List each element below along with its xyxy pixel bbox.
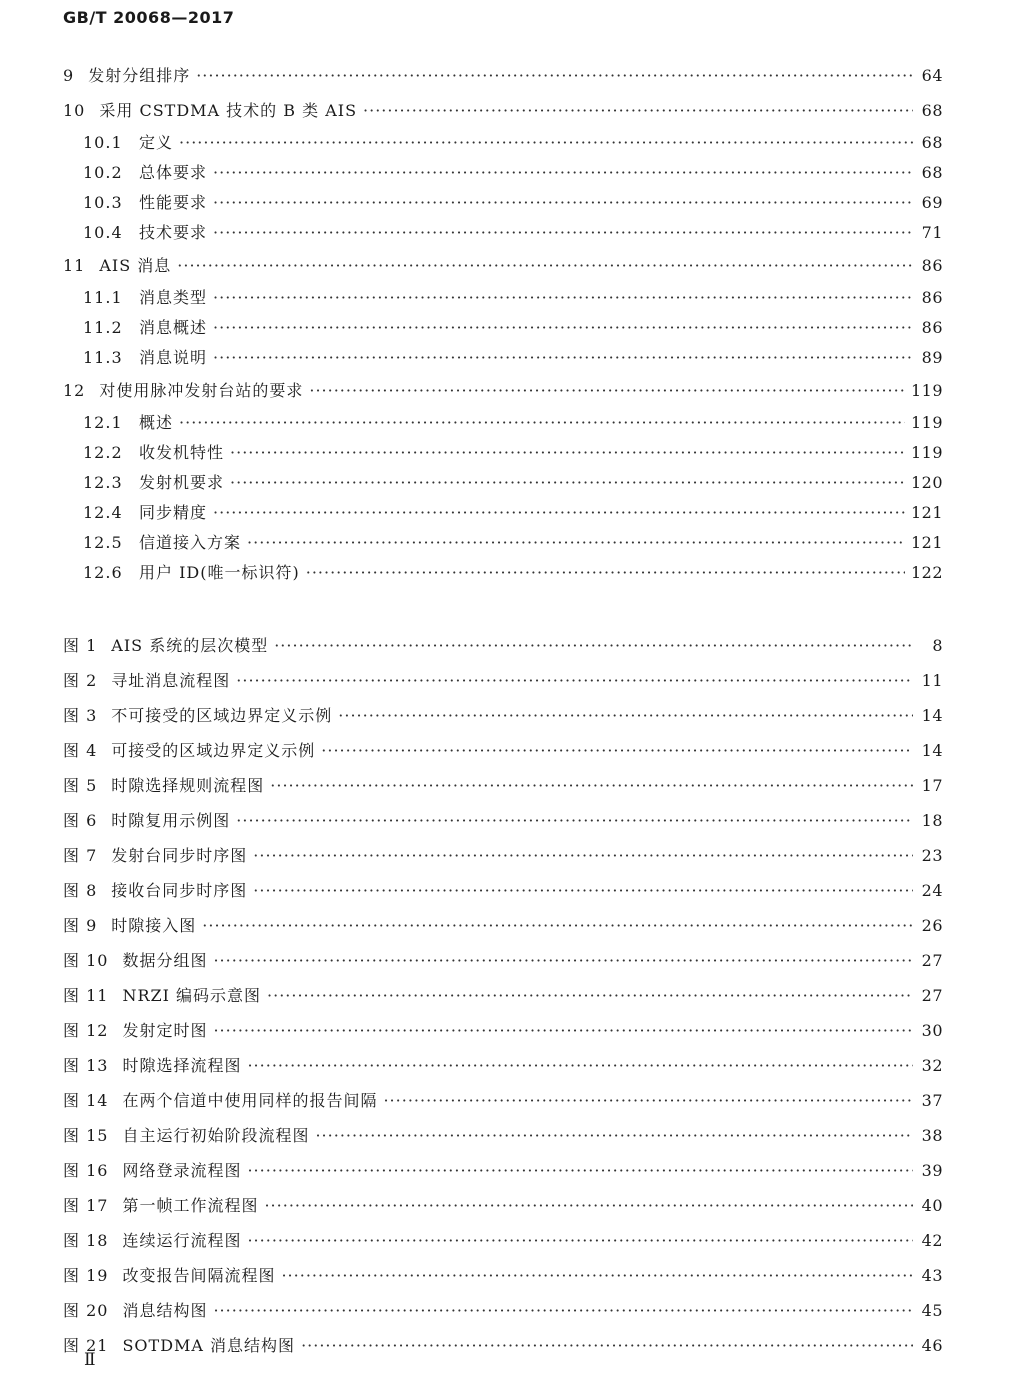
- dot-leader: [213, 188, 913, 218]
- dot-leader: [213, 943, 913, 978]
- entry-page: 68: [921, 133, 943, 152]
- entry-page: 37: [921, 1091, 943, 1110]
- entry-number: 图 7: [63, 846, 98, 865]
- dot-leader: [309, 373, 905, 408]
- entry-title: 时隙选择流程图: [122, 1056, 242, 1075]
- dot-leader: [281, 1258, 913, 1293]
- entry-number: 图 8: [63, 881, 98, 900]
- entry-title: 可接受的区域边界定义示例: [111, 741, 316, 760]
- entry-title: 发射定时图: [122, 1021, 208, 1040]
- entry-title: 数据分组图: [122, 951, 208, 970]
- entry-title: 性能要求: [139, 193, 208, 212]
- entry-title: 采用 CSTDMA 技术的 B 类 AIS: [99, 101, 358, 120]
- entry-title: 收发机特性: [139, 443, 225, 462]
- entry-title: 发射机要求: [139, 473, 225, 492]
- entry-title: 技术要求: [139, 223, 208, 242]
- entry-number: 12.3: [83, 473, 123, 492]
- dot-leader: [253, 873, 913, 908]
- entry-page: 39: [921, 1161, 943, 1180]
- entry-page: 89: [921, 348, 943, 367]
- toc-figure-entry[interactable]: [63, 1188, 943, 1223]
- dot-leader: [213, 498, 905, 528]
- toc-figure-entry[interactable]: [63, 663, 943, 698]
- entry-number: 12.1: [83, 413, 123, 432]
- toc-subsection-entry[interactable]: [63, 218, 943, 248]
- entry-title: 消息说明: [139, 348, 208, 367]
- entry-title: 自主运行初始阶段流程图: [122, 1126, 310, 1145]
- entry-number: 9: [63, 66, 75, 85]
- toc-figure-entry[interactable]: [63, 1153, 943, 1188]
- dot-leader: [274, 628, 913, 663]
- entry-title: 第一帧工作流程图: [122, 1196, 259, 1215]
- entry-title: 概述: [139, 413, 174, 432]
- toc-figure-entry[interactable]: [63, 1013, 943, 1048]
- toc-figure-entry[interactable]: [63, 733, 943, 768]
- entry-title: 不可接受的区域边界定义示例: [111, 706, 333, 725]
- toc-figure-entry[interactable]: [63, 1258, 943, 1293]
- entry-number: 图 17: [63, 1196, 109, 1215]
- dot-leader: [301, 1328, 913, 1363]
- toc-subsection-entry[interactable]: [63, 313, 943, 343]
- page-number: Ⅱ: [84, 1350, 96, 1370]
- dot-leader: [213, 218, 913, 248]
- entry-number: 12.5: [83, 533, 123, 552]
- standard-number: GB/T 20068—2017: [63, 8, 235, 27]
- entry-number: 10.2: [83, 163, 123, 182]
- entry-title: SOTDMA 消息结构图: [122, 1336, 296, 1355]
- entry-page: 26: [921, 916, 943, 935]
- toc-subsection-entry[interactable]: [63, 468, 943, 498]
- toc-subsection-entry[interactable]: [63, 343, 943, 373]
- entry-page: 27: [921, 951, 943, 970]
- section-gap: [63, 588, 943, 628]
- toc-figure-entry[interactable]: [63, 1048, 943, 1083]
- entry-page: 30: [921, 1021, 943, 1040]
- entry-page: 38: [921, 1126, 943, 1145]
- dot-leader: [363, 93, 913, 128]
- entry-number: 11.1: [83, 288, 123, 307]
- entry-page: 17: [921, 776, 943, 795]
- toc-subsection-entry[interactable]: [63, 498, 943, 528]
- toc-subsection-entry[interactable]: [63, 528, 943, 558]
- entry-title: 连续运行流程图: [122, 1231, 242, 1250]
- toc-figure-entry[interactable]: [63, 908, 943, 943]
- toc-figure-entry[interactable]: [63, 978, 943, 1013]
- entry-number: 图 3: [63, 706, 98, 725]
- entry-number: 图 1: [63, 636, 98, 655]
- toc-figure-entry[interactable]: [63, 768, 943, 803]
- entry-title: 消息类型: [139, 288, 208, 307]
- dot-leader: [213, 313, 913, 343]
- entry-page: 23: [921, 846, 943, 865]
- toc-section-entry[interactable]: [63, 58, 943, 93]
- toc-subsection-entry[interactable]: [63, 283, 943, 313]
- entry-number: 图 9: [63, 916, 98, 935]
- entry-title: 时隙选择规则流程图: [111, 776, 265, 795]
- entry-title: 总体要求: [139, 163, 208, 182]
- dot-leader: [230, 438, 905, 468]
- dot-leader: [270, 768, 913, 803]
- toc-figure-entry[interactable]: [63, 803, 943, 838]
- toc-subsection-entry[interactable]: [63, 408, 943, 438]
- entry-title: 消息结构图: [122, 1301, 208, 1320]
- toc-figure-entry[interactable]: [63, 1223, 943, 1258]
- entry-page: 8: [932, 636, 943, 655]
- entry-number: 图 12: [63, 1021, 109, 1040]
- dot-leader: [247, 1048, 913, 1083]
- toc-figure-entry[interactable]: [63, 1083, 943, 1118]
- entry-page: 45: [921, 1301, 943, 1320]
- entry-page: 68: [921, 101, 943, 120]
- entry-number: 图 2: [63, 671, 98, 690]
- entry-title: 接收台同步时序图: [111, 881, 248, 900]
- entry-page: 119: [910, 413, 943, 432]
- toc-figure-entry[interactable]: [63, 873, 943, 908]
- toc-section-entry[interactable]: [63, 373, 943, 408]
- entry-title: 时隙接入图: [111, 916, 197, 935]
- entry-number: 12: [63, 381, 86, 400]
- toc-figure-entry[interactable]: [63, 1328, 943, 1363]
- entry-number: 10: [63, 101, 86, 120]
- entry-title: 在两个信道中使用同样的报告间隔: [122, 1091, 378, 1110]
- toc-figure-entry[interactable]: [63, 1293, 943, 1328]
- toc-figure-entry[interactable]: [63, 943, 943, 978]
- toc-subsection-entry[interactable]: [63, 128, 943, 158]
- dot-leader: [247, 528, 905, 558]
- entry-title: NRZI 编码示意图: [122, 986, 262, 1005]
- dot-leader: [383, 1083, 913, 1118]
- entry-page: 86: [921, 256, 943, 275]
- entry-number: 10.4: [83, 223, 123, 242]
- entry-number: 图 13: [63, 1056, 109, 1075]
- entry-number: 图 6: [63, 811, 98, 830]
- toc-figure-entry[interactable]: [63, 628, 943, 663]
- entry-page: 120: [910, 473, 943, 492]
- entry-title: AIS 系统的层次模型: [111, 636, 269, 655]
- dot-leader: [236, 663, 913, 698]
- entry-title: 消息概述: [139, 318, 208, 337]
- dot-leader: [213, 343, 913, 373]
- entry-page: 69: [921, 193, 943, 212]
- entry-title: 改变报告间隔流程图: [122, 1266, 276, 1285]
- entry-page: 32: [921, 1056, 943, 1075]
- dot-leader: [202, 908, 913, 943]
- entry-number: 12.4: [83, 503, 123, 522]
- entry-number: 图 5: [63, 776, 98, 795]
- dot-leader: [177, 248, 913, 283]
- dot-leader: [213, 283, 913, 313]
- toc-figure-entry[interactable]: [63, 698, 943, 733]
- entry-page: 46: [921, 1336, 943, 1355]
- entry-page: 27: [921, 986, 943, 1005]
- entry-number: 11: [63, 256, 86, 275]
- toc-section-entry[interactable]: [63, 93, 943, 128]
- entry-number: 图 14: [63, 1091, 109, 1110]
- entry-page: 14: [921, 706, 943, 725]
- entry-title: 时隙复用示例图: [111, 811, 231, 830]
- toc-subsection-entry[interactable]: [63, 558, 943, 588]
- dot-leader: [213, 1013, 913, 1048]
- entry-page: 40: [921, 1196, 943, 1215]
- dot-leader: [338, 698, 913, 733]
- entry-title: 寻址消息流程图: [111, 671, 231, 690]
- entry-page: 71: [921, 223, 943, 242]
- entry-page: 86: [921, 288, 943, 307]
- entry-page: 119: [910, 381, 943, 400]
- entry-page: 121: [910, 503, 943, 522]
- entry-page: 11: [921, 671, 943, 690]
- entry-page: 24: [921, 881, 943, 900]
- entry-title: 定义: [139, 133, 174, 152]
- entry-page: 86: [921, 318, 943, 337]
- entry-page: 122: [910, 563, 943, 582]
- entry-number: 图 11: [63, 986, 109, 1005]
- entry-number: 10.3: [83, 193, 123, 212]
- entry-title: 网络登录流程图: [122, 1161, 242, 1180]
- dot-leader: [179, 408, 905, 438]
- entry-number: 图 4: [63, 741, 98, 760]
- entry-title: 同步精度: [139, 503, 208, 522]
- entry-number: 图 19: [63, 1266, 109, 1285]
- entry-page: 121: [910, 533, 943, 552]
- table-of-contents: [63, 58, 943, 1363]
- dot-leader: [213, 1293, 913, 1328]
- entry-number: 图 18: [63, 1231, 109, 1250]
- entry-title: AIS 消息: [99, 256, 172, 275]
- entry-page: 14: [921, 741, 943, 760]
- entry-number: 12.6: [83, 563, 123, 582]
- entry-number: 10.1: [83, 133, 123, 152]
- entry-page: 43: [921, 1266, 943, 1285]
- entry-page: 64: [921, 66, 943, 85]
- dot-leader: [236, 803, 913, 838]
- toc-subsection-entry[interactable]: [63, 438, 943, 468]
- dot-leader: [315, 1118, 913, 1153]
- toc-section-entry[interactable]: [63, 248, 943, 283]
- dot-leader: [253, 838, 913, 873]
- dot-leader: [247, 1223, 913, 1258]
- dot-leader: [306, 558, 905, 588]
- toc-subsection-entry[interactable]: [63, 188, 943, 218]
- entry-page: 68: [921, 163, 943, 182]
- entry-number: 图 15: [63, 1126, 109, 1145]
- entry-page: 42: [921, 1231, 943, 1250]
- entry-title: 信道接入方案: [139, 533, 242, 552]
- entry-page: 18: [921, 811, 943, 830]
- dot-leader: [267, 978, 913, 1013]
- dot-leader: [321, 733, 913, 768]
- entry-number: 11.2: [83, 318, 123, 337]
- dot-leader: [230, 468, 905, 498]
- entry-number: 图 20: [63, 1301, 109, 1320]
- entry-number: 图 21: [63, 1336, 109, 1355]
- entry-number: 11.3: [83, 348, 123, 367]
- entry-number: 图 16: [63, 1161, 109, 1180]
- toc-figure-entry[interactable]: [63, 1118, 943, 1153]
- entry-page: 119: [910, 443, 943, 462]
- dot-leader: [264, 1188, 913, 1223]
- dot-leader: [179, 128, 913, 158]
- entry-number: 12.2: [83, 443, 123, 462]
- toc-figure-entry[interactable]: [63, 838, 943, 873]
- entry-title: 发射分组排序: [88, 66, 191, 85]
- toc-subsection-entry[interactable]: [63, 158, 943, 188]
- dot-leader: [196, 58, 913, 93]
- dot-leader: [247, 1153, 913, 1188]
- entry-title: 发射台同步时序图: [111, 846, 248, 865]
- entry-title: 对使用脉冲发射台站的要求: [99, 381, 304, 400]
- entry-number: 图 10: [63, 951, 109, 970]
- entry-title: 用户 ID(唯一标识符): [139, 563, 300, 582]
- dot-leader: [213, 158, 913, 188]
